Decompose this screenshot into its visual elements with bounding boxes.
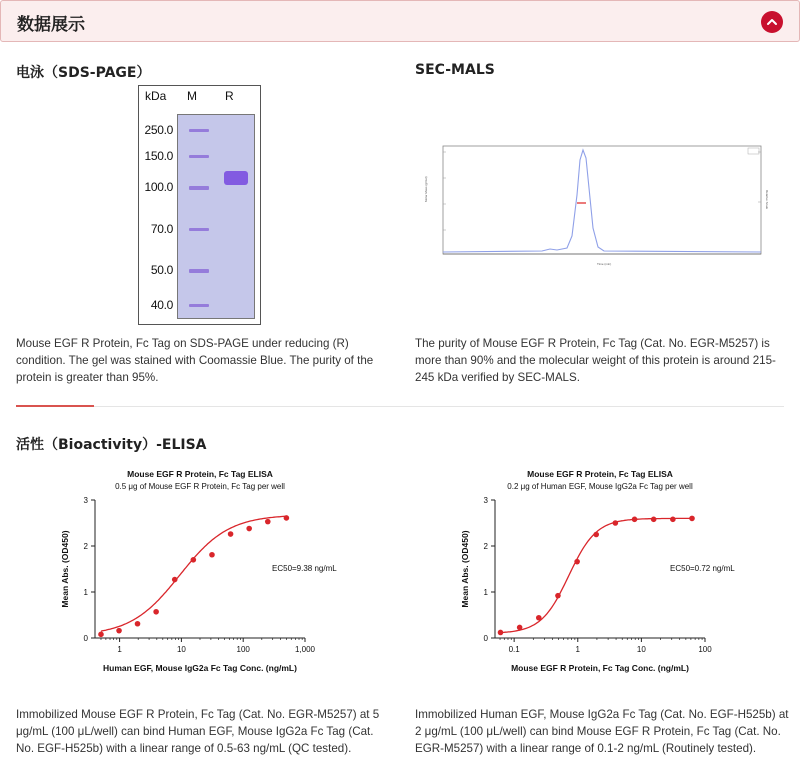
y-tick-label: 2	[483, 542, 488, 551]
x-tick-label: 100	[236, 645, 250, 654]
data-point	[265, 519, 271, 525]
data-point	[153, 609, 159, 615]
data-point	[536, 615, 542, 621]
gel-kda-header: kDa	[145, 89, 167, 103]
y-axis-label: Mean Abs. (OD450)	[460, 530, 470, 608]
ladder-band	[189, 155, 209, 158]
elisa-caption-1: Immobilized Mouse EGF R Protein, Fc Tag (Cat. No. EGR-M5257) at 5 μg/mL (100 μL/well) can bind Human EGF, Mouse IgG2a Fc Tag (Cat. No. EGF-H525b) with a linear range of 0.5-63 ng/mL (QC tested).	[16, 708, 380, 755]
data-point	[116, 628, 122, 634]
x-tick-label: 1	[117, 645, 122, 654]
x-tick-label: 1	[575, 645, 580, 654]
fit-curve	[101, 516, 286, 631]
section-title: 数据展示	[17, 15, 85, 35]
chart-subtitle: 0.5 μg of Mouse EGF R Protein, Fc Tag per well	[115, 482, 285, 491]
ladder-band	[189, 129, 209, 132]
ladder-label: 100.0	[144, 180, 173, 194]
data-point	[498, 630, 504, 636]
y-tick-label: 1	[83, 588, 88, 597]
data-point	[574, 559, 580, 565]
sds-page-caption: Mouse EGF R Protein, Fc Tag on SDS-PAGE under reducing (R) condition. The gel was stained with Coomassie Blue. The purity of the protein is greater than 95%.	[16, 337, 374, 384]
ec50-annotation: EC50=0.72 ng/mL	[670, 564, 735, 573]
data-point	[613, 520, 619, 526]
elisa-chart-2	[450, 464, 750, 684]
data-point	[517, 625, 523, 631]
data-point	[209, 552, 215, 558]
gel-lane-m-header: M	[187, 89, 197, 103]
data-point	[191, 557, 197, 563]
data-point	[228, 531, 234, 537]
data-point	[670, 517, 676, 523]
data-point	[593, 532, 599, 538]
y-tick-label: 0	[83, 634, 88, 643]
sds-page-gel-image	[138, 85, 261, 325]
svg-text:Time (min): Time (min)	[597, 262, 612, 266]
chevron-up-icon	[766, 16, 778, 28]
ladder-band	[189, 304, 209, 307]
sample-band	[224, 171, 248, 185]
data-point	[284, 515, 290, 521]
ladder-label: 150.0	[144, 149, 173, 163]
x-axis-label: Mouse EGF R Protein, Fc Tag Conc. (ng/mL)	[511, 663, 689, 673]
sec-mals-title: SEC-MALS	[415, 62, 495, 78]
y-tick-label: 0	[483, 634, 488, 643]
collapse-button[interactable]	[761, 11, 783, 33]
ladder-label: 40.0	[150, 298, 173, 312]
data-point	[689, 516, 695, 522]
x-tick-label: 10	[176, 645, 186, 654]
divider	[16, 406, 784, 407]
chart-title: Mouse EGF R Protein, Fc Tag ELISA	[127, 469, 273, 479]
elisa-caption-2: Immobilized Human EGF, Mouse IgG2a Fc Tag (Cat. No. EGF-H525b) at 2 μg/mL (100 μL/well) can bind Mouse EGF R Protein, Fc Tag (Cat. No. EGR-M5257) with a linear range of 0.1-2 ng/mL (Routinely tested).	[415, 708, 789, 755]
data-point	[651, 517, 657, 523]
data-point	[98, 632, 104, 638]
ladder-band	[189, 269, 209, 273]
ladder-label: 250.0	[144, 123, 173, 137]
ladder-label: 50.0	[150, 263, 173, 277]
y-tick-label: 1	[483, 588, 488, 597]
y-tick-label: 3	[483, 496, 488, 505]
x-tick-label: 100	[698, 645, 712, 654]
bioactivity-title: 活性（Bioactivity）-ELISA	[16, 437, 207, 453]
section-header	[0, 0, 800, 42]
svg-text:Molar Mass (g/mol): Molar Mass (g/mol)	[424, 176, 428, 202]
divider-accent	[16, 405, 94, 407]
sec-mals-chromatogram	[422, 140, 772, 270]
ladder-band	[189, 228, 209, 231]
data-point	[246, 526, 252, 532]
y-tick-label: 2	[83, 542, 88, 551]
sds-page-title: 电泳（SDS-PAGE）	[16, 65, 151, 81]
x-tick-label: 1,000	[294, 645, 316, 654]
x-tick-label: 10	[636, 645, 646, 654]
data-point	[632, 517, 638, 523]
y-tick-label: 3	[83, 496, 88, 505]
elisa-chart-1	[50, 464, 350, 684]
y-axis-label: Mean Abs. (OD450)	[60, 530, 70, 608]
data-point	[135, 621, 141, 627]
gel-lane-r-header: R	[225, 89, 234, 103]
ladder-label: 70.0	[150, 222, 173, 236]
chart-title: Mouse EGF R Protein, Fc Tag ELISA	[527, 469, 673, 479]
ec50-annotation: EC50=9.38 ng/mL	[272, 564, 337, 573]
x-tick-label: 0.1	[508, 645, 520, 654]
svg-text:Relative Scale: Relative Scale	[765, 190, 769, 210]
data-point	[555, 593, 561, 599]
data-point	[172, 577, 178, 583]
gel-lane-area	[177, 114, 255, 319]
ladder-band	[189, 186, 209, 190]
sec-mals-caption: The purity of Mouse EGF R Protein, Fc Tag (Cat. No. EGR-M5257) is more than 90% and the molecular weight of this protein is around 215-245 kDa verified by SEC-MALS.	[415, 337, 776, 384]
chart-subtitle: 0.2 μg of Human EGF, Mouse IgG2a Fc Tag per well	[507, 482, 693, 491]
x-axis-label: Human EGF, Mouse IgG2a Fc Tag Conc. (ng/mL)	[103, 663, 297, 673]
